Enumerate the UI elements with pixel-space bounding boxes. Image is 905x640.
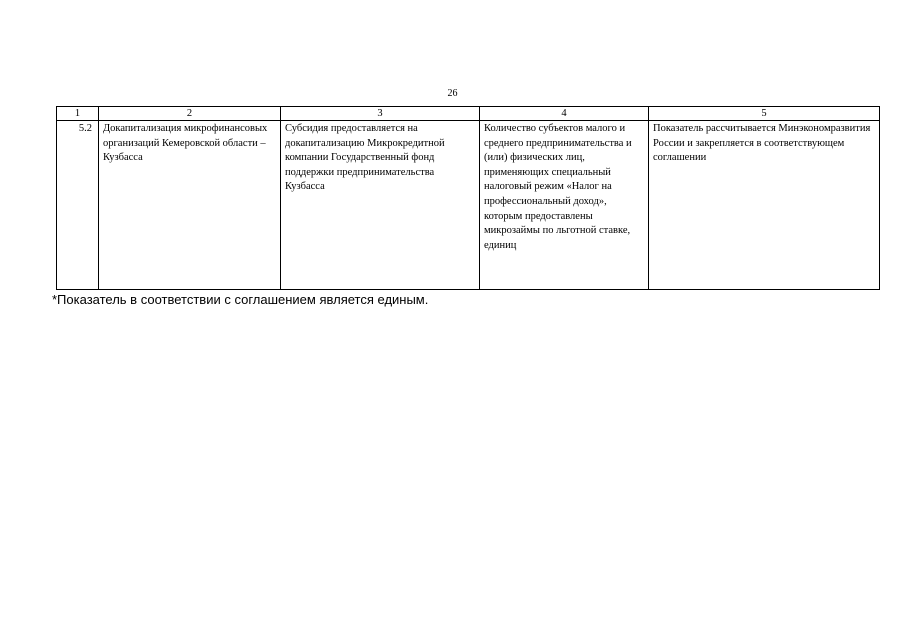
column-header: 5 <box>649 107 880 121</box>
calculation-note-cell: Показатель рассчитывается Минэкономразвития России и закрепляется в соответствующем соглашении <box>649 121 880 290</box>
column-header: 3 <box>281 107 480 121</box>
table-header-row <box>57 107 880 121</box>
indicator-cell: Количество субъектов малого и среднего предпринимательства и (или) физических лиц, применяющих специальный налоговый режим «Налог на профессиональный доход», которым предоставлены микрозаймы по льготной ставке, единиц <box>480 121 649 290</box>
row-number-cell: 5.2 <box>57 121 99 290</box>
column-header: 1 <box>57 107 99 121</box>
table-row <box>57 121 880 290</box>
page-number: 26 <box>447 88 458 99</box>
measure-name-cell: Докапитализация микрофинансовых организаций Кемеровской области – Кузбасса <box>99 121 281 290</box>
measure-description-cell: Субсидия предоставляется на докапитализацию Микрокредитной компании Государственный фонд поддержки предпринимательства Кузбасса <box>281 121 480 290</box>
indicator-table <box>56 106 880 290</box>
column-header: 4 <box>480 107 649 121</box>
footnote: *Показатель в соответствии с соглашением является единым. <box>52 292 429 307</box>
column-header: 2 <box>99 107 281 121</box>
